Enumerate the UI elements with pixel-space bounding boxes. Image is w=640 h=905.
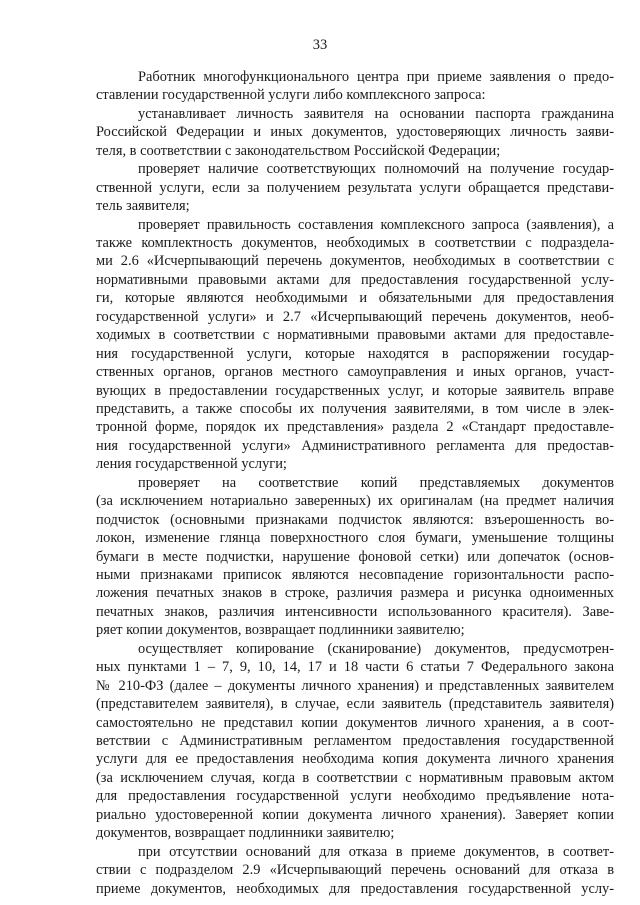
- text-line: проверяет на соответствие копий представляемых документов: [138, 474, 614, 491]
- text-line: ветствии с Административным регламентом предоставления государственной: [96, 733, 614, 749]
- text-line: Российской Федерации и иных документов, удостоверяющих личность заяви-: [96, 124, 614, 141]
- text-line: также комплектность документов, необходимых в соответствии с подраздела-: [96, 235, 614, 251]
- text-line: ления государственной услуги;: [96, 456, 287, 473]
- text-line: ствии с подразделом 2.9 «Исчерпывающий перечень оснований для отказа в: [96, 862, 614, 879]
- text-line: № 210-ФЗ (далее – документы личного хранения) и представленных заявителем: [96, 677, 614, 694]
- text-line: ных пунктами 1 – 7, 9, 10, 14, 17 и 18 части 6 статьи 7 Федерального закона: [96, 659, 614, 676]
- text-line: теля, в соответствии с законодательством Российской Федерации;: [96, 142, 501, 159]
- text-line: ложения печатных знаков в строке, различия размера и рисунка одноименных: [96, 585, 614, 602]
- text-line: устанавливает личность заявителя на основании паспорта гражданина: [138, 105, 614, 122]
- text-line: осуществляет копирование (сканирование) документов, предусмотрен-: [138, 640, 614, 657]
- text-line: бумаги в месте подчистки, нарушение фоновой сетки) или допечаток (основ-: [96, 548, 614, 565]
- text-line: ги, которые являются необходимыми и обязательными для предоставления: [96, 290, 614, 307]
- text-line: подчисток (основными признаками подчисток являются: взъерошенность во-: [96, 511, 614, 528]
- text-line: приеме документов, необходимых для предоставления государственной услу-: [96, 880, 614, 897]
- text-line: ставлении государственной услуги либо комплексного запроса:: [96, 87, 486, 104]
- text-line: для предоставления государственной услуги необходимо предъявление нота-: [96, 788, 614, 805]
- text-line: риально удостоверенной копии документа личного хранения). Заверяет копии: [96, 806, 614, 823]
- text-line: ходимых в соответствии с нормативными правовыми актами для предоставле-: [96, 327, 614, 344]
- text-line: услуги для ее предоставления необходима копия документа личного хранения: [96, 751, 614, 768]
- text-line: вующих в предоставлении государственных услуг, и которые заявитель вправе: [96, 382, 614, 399]
- text-line: тронной форме, порядок их представления» раздела 2 «Стандарт предоставле-: [96, 419, 614, 436]
- text-line: ния государственной услуги, которые находятся в распоряжении государ-: [96, 345, 614, 362]
- text-line: проверяет наличие соответствующих полномочий на получение государ-: [138, 161, 614, 178]
- text-line: при отсутствии оснований для отказа в приеме документов, в соответ-: [138, 843, 614, 860]
- text-line: печатных знаков, различия интенсивности использованного красителя). Заве-: [96, 603, 614, 620]
- text-line: ными признаками приписок являются несовпадение горизонтальности распо-: [96, 567, 614, 583]
- text-line: проверяет правильность составления комплексного запроса (заявления), а: [138, 216, 614, 233]
- text-line: ряет копии документов, возвращает подлинники заявителю;: [96, 622, 465, 639]
- text-line: ния государственной услуги» Административного регламента для предостав-: [96, 437, 614, 454]
- text-line: документов, возвращает подлинники заявителю;: [96, 825, 395, 842]
- text-line: государственной услуги» и 2.7 «Исчерпывающий перечень документов, необ-: [96, 308, 614, 325]
- text-line: (представителем заявителя), в случае, если заявитель (представитель заявителя): [96, 696, 614, 713]
- text-line: ственных органов, органов местного самоуправления и иных органов, участ-: [96, 364, 614, 381]
- text-line: (за исключением нотариально заверенных) их оригиналам (на предмет наличия: [96, 493, 614, 510]
- text-line: ственной услуги, если за получением результата услуги обращается представи-: [96, 179, 614, 196]
- text-line: нормативными правовыми актами для предоставления государственной услу-: [96, 271, 614, 288]
- page-number: 33: [312, 37, 328, 53]
- text-line: представить, а также способы их получения заявителями, в том числе в элек-: [96, 401, 614, 417]
- text-line: (за исключением случая, когда в соответствии с нормативным правовым актом: [96, 769, 614, 786]
- text-line: ми 2.6 «Исчерпывающий перечень документов, необходимых в соответствии с: [96, 253, 614, 270]
- text-line: тель заявителя;: [96, 198, 190, 215]
- text-line: самостоятельно не представил копии документов личного хранения, а в соот-: [96, 714, 614, 731]
- text-line: Работник многофункционального центра при приеме заявления о предо-: [138, 69, 614, 85]
- text-line: локон, изменение глянца поверхностного слоя бумаги, уменьшение толщины: [96, 530, 614, 547]
